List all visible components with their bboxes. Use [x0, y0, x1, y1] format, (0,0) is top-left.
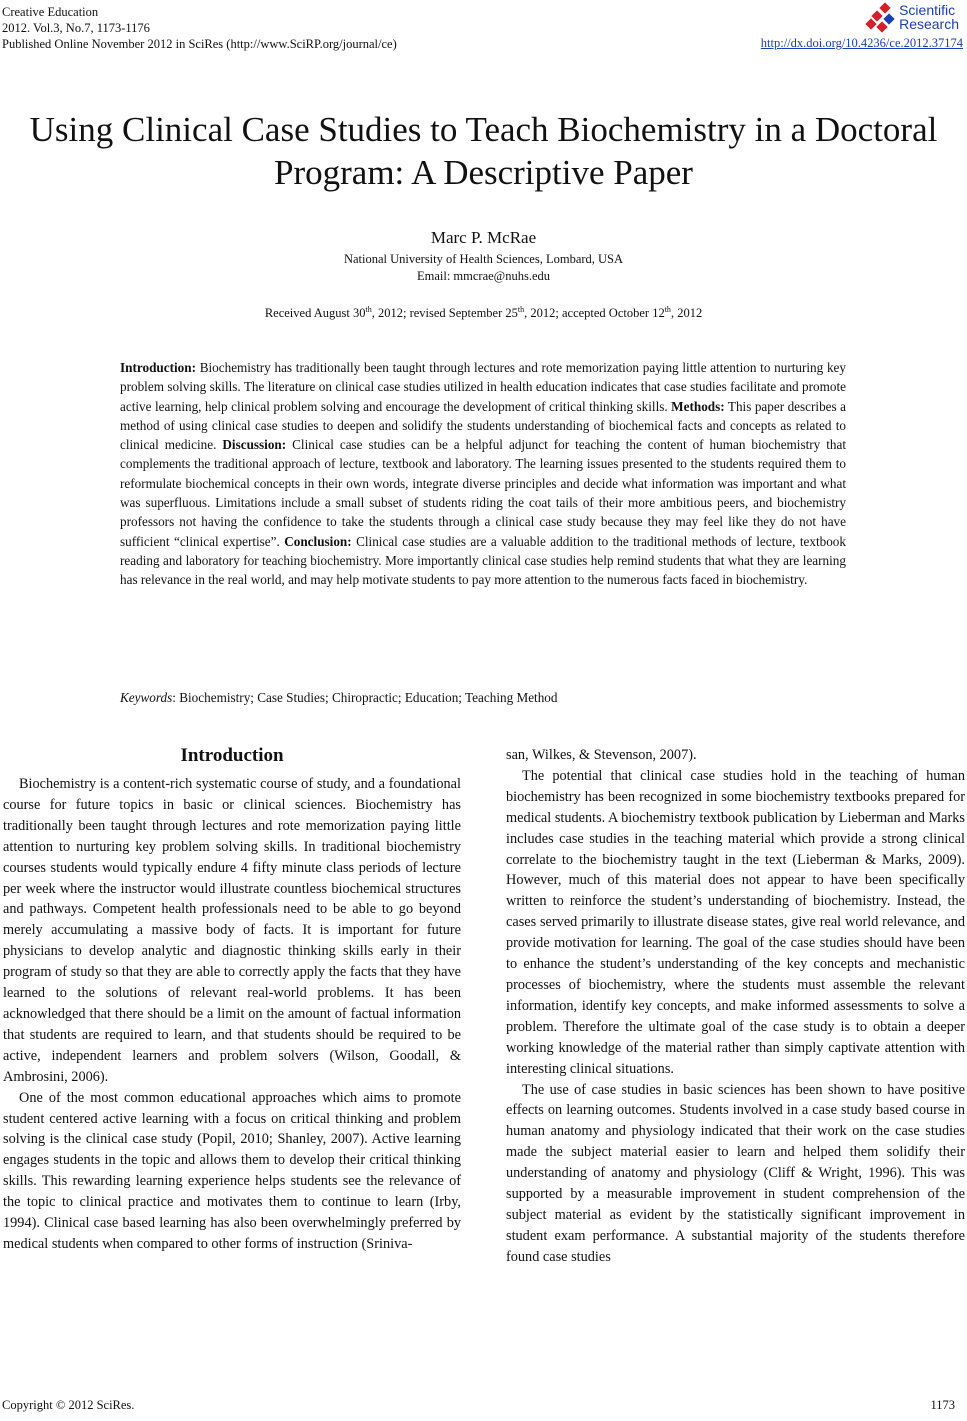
keywords: Keywords: Biochemistry; Case Studies; Chiropractic; Education; Teaching Method — [120, 690, 558, 705]
affiliation: National University of Health Sciences, Lombard, USA — [343, 252, 624, 266]
page-number: 1173 — [930, 1398, 955, 1412]
abstract-methods-label: Methods: — [671, 398, 725, 414]
author-affiliation — [0, 251, 967, 285]
journal-published: Published Online November 2012 in SciRes (http://www.SciRP.org/journal/ce) — [2, 37, 397, 51]
keywords-label: Keywords — [120, 690, 173, 705]
copyright: Copyright © 2012 SciRes. — [2, 1398, 135, 1412]
journal-volume: 2012. Vol.3, No.7, 1173-1176 — [2, 21, 150, 35]
abstract: Introduction: Biochemistry has traditionally been taught through lectures and rote memorization paying little attention to nurturing key problem solving skills. The literature on clinical case studies utilized in health education indicates that case studies facilitate and promote active learning, help clinical problem solving and encourage the development of critical thinking skills. Methods: This paper describes a method of using clinical case studies to deepen and solidify the students understanding of biochemical facts and concepts as related to clinical medicine. Discussion: Clinical case studies can be a helpful adjunct for teaching the content of human biochemistry that complements the traditional approach of lecture, textbook and laboratory. The learning issues presented to the students required them to reformulate biochemical concepts in their own words, integrate diverse principles and decide what information was important and what was superfluous. Limitations include a small subset of students riding the coat tails of their more ambitious peers, and biochemistry professors not having the confidence to take the students through a clinical case study because they may feel like they do not have sufficient “clinical expertise”. Conclusion: Clinical case studies are a valuable addition to the traditional methods of lecture, textbook reading and laboratory for teaching biochemistry. More importantly clinical case studies help remind students that what they are learning has relevance in the real world, and may help motivate students to pay more attention to the numerous facts faced in biochemistry. — [120, 360, 846, 588]
journal-header — [2, 4, 397, 52]
paper-title: Using Clinical Case Studies to Teach Biochemistry in a Doctoral Program: A Descriptive Paper — [29, 110, 938, 192]
body-left-column — [3, 742, 461, 1255]
paragraph: One of the most common educational approaches which aims to promote student centered active learning with a focus on critical thinking and problem solving is the clinical case study (Popil, 2010; Shanley, 2007). Active learning engages students in the topic and allows them to develop their critical thinking skills. This rewarding learning experience helps students see the relevance of the topic to clinical practice and motivates them to continue to learn (Irby, 1994). Clinical case based learning has also been overwhelmingly preferred by medical students when compared to other forms of instruction (Sriniva- — [3, 1089, 461, 1252]
abstract-conclusion-label: Conclusion: — [284, 533, 352, 549]
doi-link[interactable]: http://dx.doi.org/10.4236/ce.2012.37174 — [760, 36, 963, 50]
logo-diamonds-icon — [865, 2, 895, 32]
paragraph: The potential that clinical case studies hold in the teaching of human biochemistry has been recognized in some biochemistry textbooks prepared for medical students. A biochemistry textbook publication by Lieberman and Marks includes case studies in the teaching material which provide a strong clinical correlate to the biochemistry taught in the text (Lieberman & Marks, 2009). However, much of this material does not appear to have been specifically written to reinforce the student’s understanding of biochemistry. Instead, the cases served primarily to illustrate disease states, give real world relevance, and provide motivation for learning. The goal of the case studies should have been to enhance the student’s understanding of the key concepts and mechanistic processes of biochemistry, where the students must assemble the relevant information, identify key concepts, and make informed assessments to solve a problem. Therefore the ultimate goal of the case study is to obtain a deeper working knowledge of the material rather than simply captivate attention with interesting clinical situations. — [506, 767, 965, 1077]
paragraph: san, Wilkes, & Stevenson, 2007). — [506, 747, 697, 763]
abstract-discussion-label: Discussion: — [222, 437, 287, 453]
publisher-logo — [865, 2, 959, 32]
paragraph: Biochemistry is a content-rich systematic course of study, and a foundational course for future topics in basic or clinical sciences. Biochemistry has traditionally been taught through lectures and rote memorization paying little attention to nurturing key problem solving skills. In traditional biochemistry courses students would typically endure 4 fifty minute class periods of lecture per week where the instructor would illustrate countless biochemical structures and pathways. Competent health professionals need to be able to go beyond merely accumulating a massive body of facts. It is important for future physicians to develop analytic and diagnostic thinking skills early in their program of study so that they are able to correctly apply the facts that they have learned to the solutions of relevant real-world problems. It has been acknowledged that there should be a limit on the amount of factual information that students are required to learn, and that students should be required to be active, independent learners and problem solvers (Wilson, Goodall, & Ambrosini, 2006). — [3, 776, 461, 1085]
journal-name: Creative Education — [2, 5, 99, 19]
received-dates: Received August 30th, 2012; revised September 25th, 2012; accepted October 12th, 2012 — [264, 305, 703, 321]
paragraph: The use of case studies in basic sciences has been shown to have positive effects on learning outcomes. Students involved in a case study based course in human anatomy and physiology indicated that their work on the case studies made the subject material easier to learn and helped them solidify their understanding of anatomy and physiology (Cliff & Wright, 1996). This was supported by a measurable improvement in student comprehension of the subject material as evident by the statistically significant improvement in student exam performance. A substantial majority of the students therefore found case studies — [506, 1081, 965, 1265]
author-name: Marc P. McRae — [430, 228, 537, 247]
body-right-column — [506, 745, 965, 1268]
section-heading: Introduction — [180, 745, 284, 766]
author-email: Email: mmcrae@nuhs.edu — [416, 269, 550, 283]
abstract-intro-label: Introduction: — [120, 360, 196, 375]
logo-text: Scientific Research — [899, 2, 959, 32]
